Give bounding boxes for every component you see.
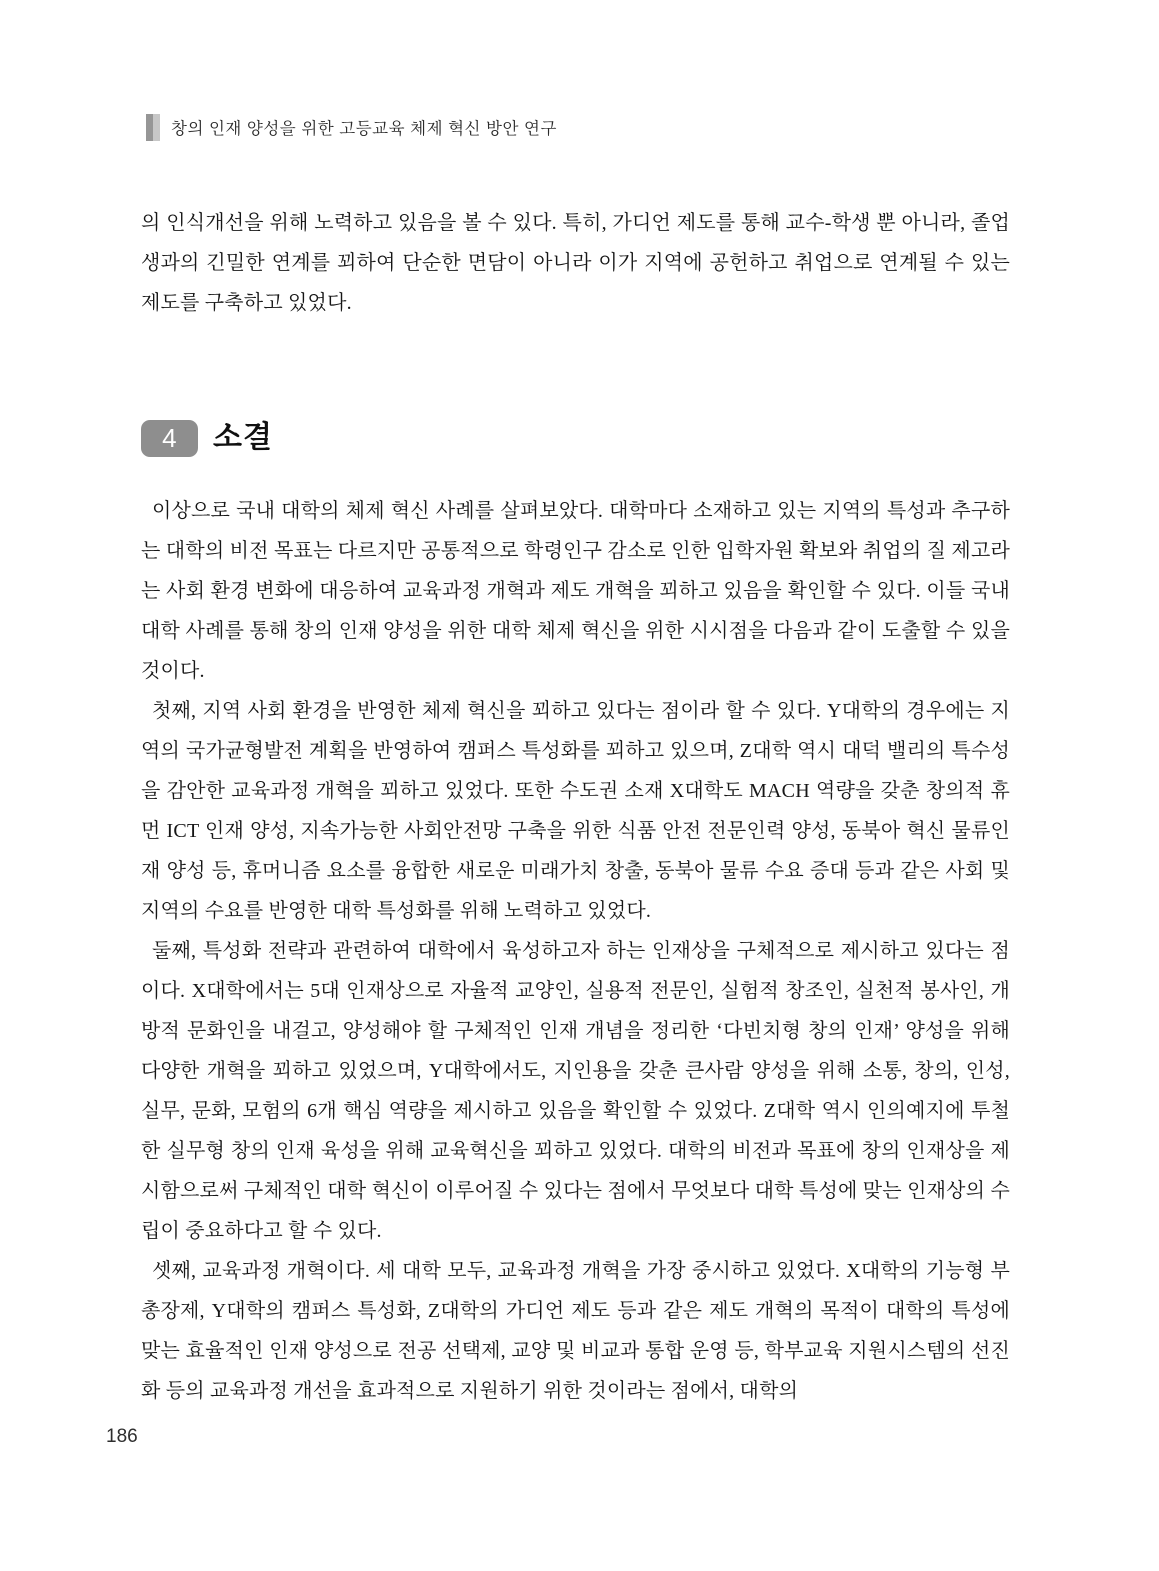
section-number-badge: 4: [141, 420, 198, 457]
section-title: 소결: [213, 421, 273, 454]
paragraph-first-point: 첫째, 지역 사회 환경을 반영한 체제 혁신을 꾀하고 있다는 점이라 할 수 있다. Y대학의 경우에는 지역의 국가균형발전 계획을 반영하여 캠퍼스 특성화를 꾀하고 있으며, Z대학 역시 대덕 밸리의 특수성을 감안한 교육과정 개혁을 꾀하고 있었다. 또한 수도권 소재 X대학도 MACH 역량을 갖춘 창의적 휴먼 ICT 인재 양성, 지속가능한 사회안전망 구축을 위한 식품 안전 전문인력 양성, 동북아 혁신 물류인재 양성 등, 휴머니즘 요소를 융합한 새로운 미래가치 창출, 동북아 물류 수요 증대 등과 같은 사회 및 지역의 수요를 반영한 대학 특성화를 위해 노력하고 있었다.: [141, 700, 1010, 922]
paragraph-continuation: 의 인식개선을 위해 노력하고 있음을 볼 수 있다. 특히, 가디언 제도를 통해 교수-학생 뿐 아니라, 졸업생과의 긴밀한 연계를 꾀하여 단순한 면담이 아니라 이가 지역에 공헌하고 취업으로 연계될 수 있는 제도를 구축하고 있었다.: [141, 212, 1010, 314]
running-head: [146, 112, 557, 142]
paragraph-second-point: 둘째, 특성화 전략과 관련하여 대학에서 육성하고자 하는 인재상을 구체적으로 제시하고 있다는 점이다. X대학에서는 5대 인재상으로 자율적 교양인, 실용적 전문인, 실험적 창조인, 실천적 봉사인, 개방적 문화인을 내걸고, 양성해야 할 구체적인 인재 개념을 정리한 ‘다빈치형 창의 인재’ 양성을 위해 다양한 개혁을 꾀하고 있었으며, Y대학에서도, 지인용을 갖춘 큰사람 양성을 위해 소통, 창의, 인성, 실무, 문화, 모험의 6개 핵심 역량을 제시하고 있음을 확인할 수 있었다. Z대학 역시 인의예지에 투철한 실무형 창의 인재 육성을 위해 교육혁신을 꾀하고 있었다. 대학의 비전과 목표에 창의 인재상을 제시함으로써 구체적인 대학 혁신이 이루어질 수 있다는 점에서 무엇보다 대학 특성에 맞는 인재상의 수립이 중요하다고 할 수 있다.: [141, 940, 1010, 1242]
paragraph-third-point: 셋째, 교육과정 개혁이다. 세 대학 모두, 교육과정 개혁을 가장 중시하고 있었다. X대학의 기능형 부총장제, Y대학의 캠퍼스 특성화, Z대학의 가디언 제도 등과 같은 제도 개혁의 목적이 대학의 특성에 맞는 효율적인 인재 양성으로 전공 선택제, 교양 및 비교과 통합 운영 등, 학부교육 지원시스템의 선진화 등의 교육과정 개선을 효과적으로 지원하기 위한 것이라는 점에서, 대학의: [141, 1260, 1010, 1402]
header-bar-light: [153, 114, 160, 141]
paragraph-overview: 이상으로 국내 대학의 체제 혁신 사례를 살펴보았다. 대학마다 소재하고 있는 지역의 특성과 추구하는 대학의 비전 목표는 다르지만 공통적으로 학령인구 감소로 인한 입학자원 확보와 취업의 질 제고라는 사회 환경 변화에 대응하여 교육과정 개혁과 제도 개혁을 꾀하고 있음을 확인할 수 있다. 이들 국내 대학 사례를 통해 창의 인재 양성을 위한 대학 체제 혁신을 위한 시시점을 다음과 같이 도출할 수 있을 것이다.: [141, 500, 1010, 682]
header-bars-icon: [146, 114, 160, 141]
body-text: [141, 203, 1010, 1411]
header-bar-dark: [146, 114, 153, 141]
page-number: 186: [106, 1426, 138, 1447]
running-head-title: 창의 인재 양성을 위한 고등교육 체제 혁신 방안 연구: [171, 120, 557, 138]
section-heading: [141, 419, 1010, 457]
